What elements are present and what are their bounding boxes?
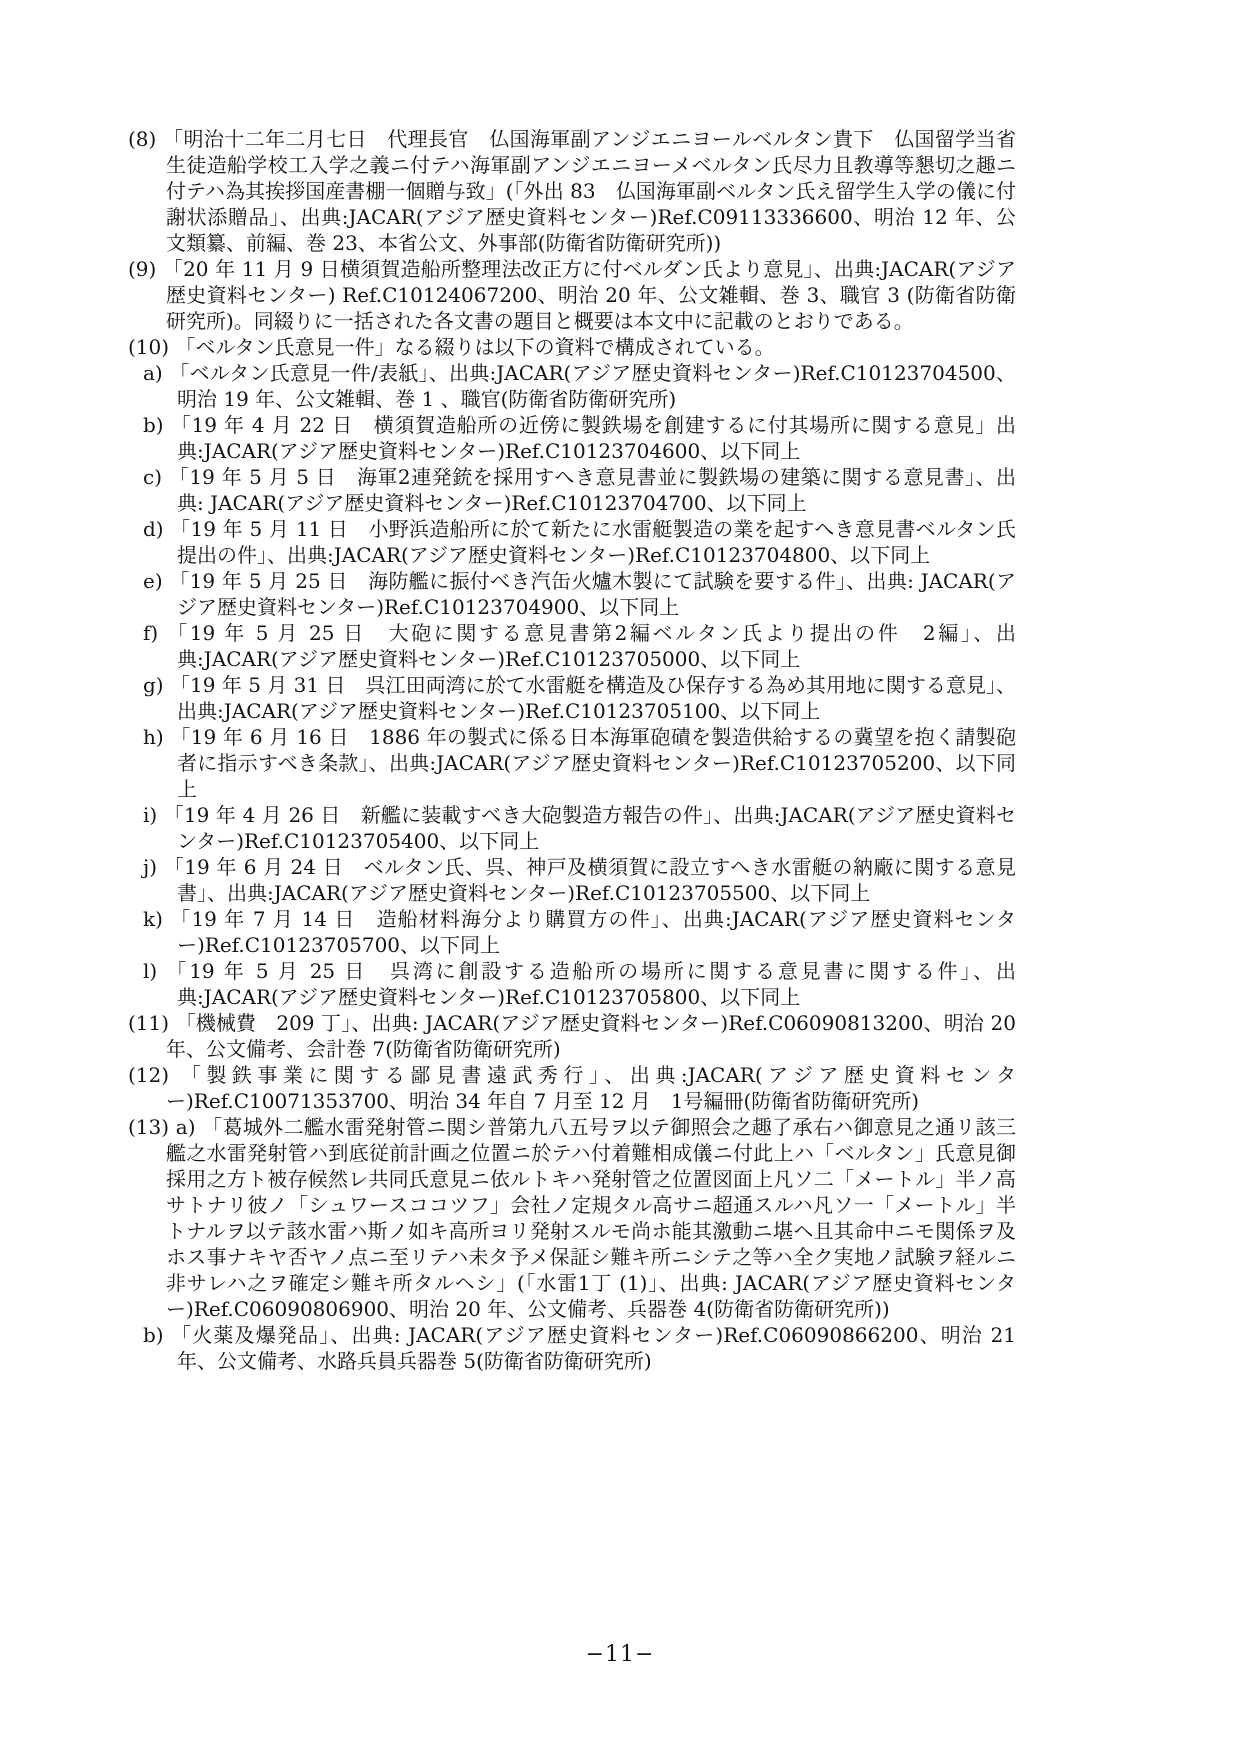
- note-label: h): [143, 725, 164, 749]
- note-label: f): [143, 621, 159, 645]
- note-label: c): [143, 465, 163, 489]
- note-label: e): [143, 569, 163, 593]
- note-item: [143, 854, 1016, 906]
- note-text: 「20 年 11 月 9 日横須賀造船所整理法改正方に付ベルダン氏より意見」、出典:JACAR(アジア歴史資料センター) Ref.C10124067200、明治 20 年、公文雑輯、巻 3、職官 3 (防衛省防衛研究所)。同綴りに一括された各文書の題目と概要は本文中に記載のとおりである。: [162, 257, 1016, 333]
- note-item: [143, 672, 1016, 724]
- note-text: 「葛城外二艦水雷発射管ニ関シ普第九八五号ヲ以テ御照会之趣了承右ハ御意見之通リ該三艦之水雷発射管ハ到底従前計画之位置ニ於テハ付着難相成儀ニ付此上ハ「ベルタン」氏意見御採用之方ト被存候然レ共同氏意見ニ依ルトキハ発射管之位置図面上凡ソ二「メートル」半ノ高サトナリ彼ノ「シュワースココツフ」会社ノ定規タル高サニ超通スルハ凡ソ一「メートル」半トナルヲ以テ該水雷ハ斯ノ如キ高所ヨリ発射スルモ尚ホ能其激動ニ堪ヘ且其命中ニモ関係ヲ及ホス事ナキヤ否ヤノ点ニ至リテハ未タ予メ保証シ難キ所ニシテ之等ハ全ク実地ノ試験ヲ経ルニ非サレハ之ヲ確定シ難キ所タルヘシ」(「水雷1丁 (1)」、出典: JACAR(アジア歴史資料センター)Ref.C06090806900、明治 20 年、公文備考、兵器巻 4(防衛省防衛研究所)): [166, 1115, 1017, 1321]
- note-label: (12): [128, 1063, 170, 1087]
- note-text: 「製鉄事業に関する鄙見書遠武秀行」、出典:JACAR(アジア歴史資料センター)Ref.C10071353700、明治 34 年自 7 月至 12 月 1号編冊(防衛省防衛研究所): [166, 1063, 1016, 1113]
- note-item: [143, 1322, 1016, 1374]
- note-label: j): [143, 855, 158, 879]
- note-item: [128, 334, 1016, 360]
- note-item: [128, 1010, 1016, 1062]
- note-text: 「19 年 5 月 5 日 海軍2連発銃を採用すへき意見書並に製鉄場の建築に関する意見書」、出典: JACAR(アジア歴史資料センター)Ref.C10123704700、以下同上: [168, 465, 1016, 515]
- note-text: 「19 年 5 月 25 日 海防艦に振付べき汽缶火爐木製にて試験を要する件」、出典: JACAR(アジア歴史資料センター)Ref.C10123704900、以下同上: [169, 569, 1017, 619]
- note-label: (13) a): [128, 1115, 196, 1139]
- note-item: [143, 906, 1016, 958]
- note-item: [143, 412, 1016, 464]
- note-text: 「ベルタン氏意見一件」なる綴りは以下の資料で構成されている。: [175, 335, 775, 359]
- note-text: 「19 年 5 月 25 日 呉湾に創設する造船所の場所に関する意見書に関する件」、出典:JACAR(アジア歴史資料センター)Ref.C10123705800、以下同上: [166, 959, 1016, 1009]
- note-label: i): [143, 803, 158, 827]
- note-text: 「19 年 5 月 31 日 呉江田両湾に於て水雷艇を構造及ひ保存する為め其用地に関する意見」、出典:JACAR(アジア歴史資料センター)Ref.C10123705100、以下同上: [169, 673, 1016, 723]
- note-label: (10): [128, 335, 170, 359]
- note-item: [143, 724, 1016, 802]
- note-item: [143, 620, 1016, 672]
- note-label: b): [143, 1323, 164, 1347]
- note-text: 「機械費 209 丁」、出典: JACAR(アジア歴史資料センター)Ref.C06090813200、明治 20 年、公文備考、会計巻 7(防衛省防衛研究所): [166, 1011, 1016, 1061]
- note-label: k): [143, 907, 163, 931]
- note-label: b): [143, 413, 164, 437]
- note-label: a): [143, 361, 163, 385]
- note-item: [128, 256, 1016, 334]
- note-label: g): [143, 673, 164, 697]
- note-item: [143, 958, 1016, 1010]
- note-item: [128, 1114, 1016, 1322]
- note-text: 「明治十二年二月七日 代理長官 仏国海軍副アンジエニヨールベルタン貴下 仏国留学当省生徒造船学校工入学之義ニ付テハ海軍副アンジエニヨーメベルタン氏尽力且教導等懇切之趣ニ付テハ為其挨拶国産書棚一個贈与致」(「外出 83 仏国海軍副ベルタン氏え留学生入学の儀に付謝状添贈品」、出典:JACAR(アジア歴史資料センター)Ref.C09113336600、明治 12 年、公文類纂、前編、巻 23、本省公文、外事部(防衛省防衛研究所)): [163, 127, 1016, 255]
- note-text: 「19 年 5 月 11 日 小野浜造船所に於て新たに水雷艇製造の業を起すへき意見書ベルタン氏提出の件」、出典:JACAR(アジア歴史資料センター)Ref.C10123704800、以下同上: [170, 517, 1016, 567]
- note-label: (8): [128, 127, 157, 151]
- page-number: −11−: [585, 1642, 655, 1667]
- note-text: 「19 年 4 月 22 日 横須賀造船所の近傍に製鉄場を創建するに付其場所に関する意見」出典:JACAR(アジア歴史資料センター)Ref.C10123704600、以下同上: [170, 413, 1016, 463]
- note-label: (9): [128, 257, 157, 281]
- note-item: [128, 1062, 1016, 1114]
- note-label: l): [143, 959, 158, 983]
- note-item: [143, 568, 1016, 620]
- endnotes-list: [128, 126, 1016, 1374]
- note-item: [143, 464, 1016, 516]
- note-item: [143, 516, 1016, 568]
- note-text: 「火薬及爆発品」、出典: JACAR(アジア歴史資料センター)Ref.C06090866200、明治 21 年、公文備考、水路兵員兵器巻 5(防衛省防衛研究所): [171, 1323, 1016, 1373]
- note-item: [143, 802, 1016, 854]
- note-text: 「19 年 6 月 16 日 1886 年の製式に係る日本海軍砲磧を製造供給するの冀望を抱く請製砲者に指示すべき条款」、出典:JACAR(アジア歴史資料センター)Ref.C10123705200、以下同上: [170, 725, 1017, 801]
- note-label: (11): [128, 1011, 170, 1035]
- note-item: [128, 126, 1016, 256]
- note-text: 「ベルタン氏意見一件/表紙」、出典:JACAR(アジア歴史資料センター)Ref.C10123704500、明治 19 年、公文雑輯、巻 1 、職官(防衛省防衛研究所): [169, 361, 1016, 411]
- note-text: 「19 年 6 月 24 日 ベルタン氏、呉、神戸及横須賀に設立すへき水雷艇の納廠に関する意見書」、出典:JACAR(アジア歴史資料センター)Ref.C10123705500、以下同上: [163, 855, 1016, 905]
- note-label: d): [143, 517, 164, 541]
- note-text: 「19 年 4 月 26 日 新艦に装載すべき大砲製造方報告の件」、出典:JACAR(アジア歴史資料センター)Ref.C10123705400、以下同上: [163, 803, 1016, 853]
- note-item: [143, 360, 1016, 412]
- note-text: 「19 年 7 月 14 日 造船材料海分より購買方の件」、出典:JACAR(アジア歴史資料センター)Ref.C10123705700、以下同上: [170, 907, 1017, 957]
- note-text: 「19 年 5 月 25 日 大砲に関する意見書第2編ベルタン氏より提出の件 2編」、出典:JACAR(アジア歴史資料センター)Ref.C10123705000、以下同上: [167, 621, 1017, 671]
